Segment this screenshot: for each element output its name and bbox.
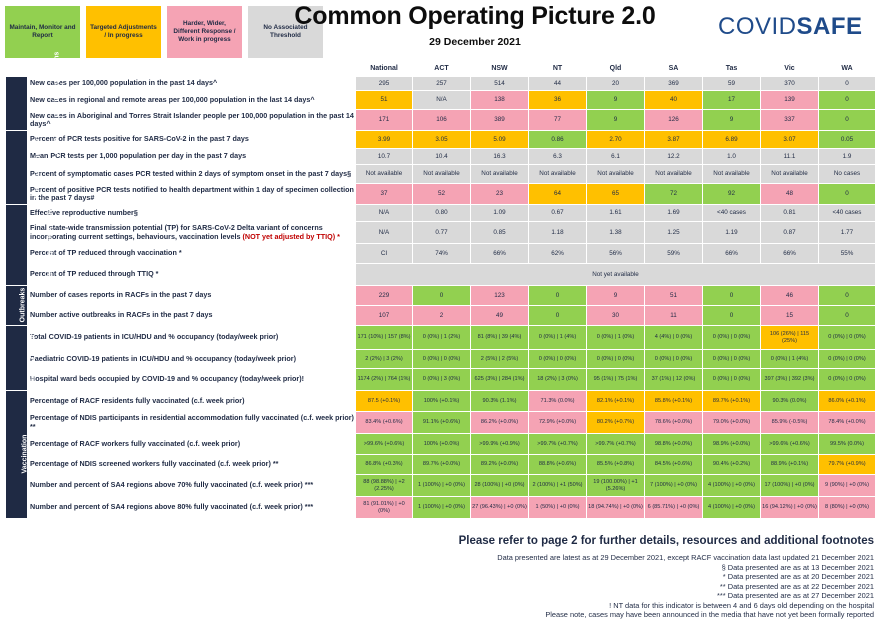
table-cell: 15 [761,306,819,326]
table-cell: 91.1% (+0.6%) [413,412,471,434]
indicator-label [28,244,356,264]
table-cell: 46 [761,286,819,306]
table-cell: 8 (80%) | +0 (0%) [819,497,876,519]
table-cell: 106 [413,110,471,131]
table-cell: 0 (0%) | 0 (0%) [703,369,761,391]
table-cell: 2 [413,306,471,326]
indicator-label [28,264,356,286]
table-cell: 0 (0%) | 0 (0%) [529,350,587,369]
table-cell: 1 (100%) | +0 (0%) [413,475,471,497]
table-cell: 0 (0%) | 0 (0%) [819,326,876,350]
table-cell: 0 (0%) | 0 (0%) [413,350,471,369]
table-cell: 66% [471,244,529,264]
indicator-label-text: Number of cases reports in RACFs in the past 7 days [30,290,212,300]
indicator-label-text: Percent of symptomatic cases PCR tested within 2 days of symptom onset in the past 7 days§ [30,168,352,178]
table-cell: 295 [356,77,413,91]
table-cell: No cases [819,165,876,184]
indicator-label-note: (NOT yet adjusted by TTIQ) * [242,231,340,241]
legend-item: Targeted Adjustments / In progress [86,6,161,58]
table-cell: 0 (0%) | 0 (0%) [587,350,645,369]
table-cell: 10.7 [356,149,413,165]
table-cell: 0 [819,184,876,205]
table-cell: 0 (0%) | 1 (2%) [413,326,471,350]
table-cell: 2.70 [587,131,645,149]
table-cell: >99.7% (+0.7%) [529,434,587,455]
more-info-note: Please refer to page 2 for further details, resources and additional footnotes [458,535,874,547]
table-cell: 2 (100%) | +1 (50%) [529,475,587,497]
table-cell: 79.7% (+0.9%) [819,455,876,475]
indicator-label-text: Number and percent of SA4 regions above 80% fully vaccinated (c.f. week prior) *** [30,502,314,512]
table-cell: 80.2% (+0.7%) [587,412,645,434]
table-cell: 0 (0%) | 0 (0%) [703,326,761,350]
table-cell: 66% [761,244,819,264]
indicator-label [28,434,356,455]
table-cell: 1 (100%) | +0 (0%) [413,497,471,519]
table-cell: 106 (26%) | 115 (25%) [761,326,819,350]
table-cell: 6 (85.71%) | +0 (0%) [645,497,703,519]
table-cell: 4 (100%) | +0 (0%) [703,475,761,497]
table-row [6,77,876,91]
indicator-label-text: Total COVID-19 patients in ICU/HDU and % occupancy (today/week prior) [30,332,279,342]
table-cell: Not available [529,165,587,184]
table-cell: >99.9% (+0.9%) [471,434,529,455]
indicator-label [28,455,356,475]
table-row [6,475,876,497]
table-cell: 11.1 [761,149,819,165]
table-cell: 100% (+0.0%) [413,434,471,455]
table-row [6,350,876,369]
column-header: National [356,62,413,77]
table-row [6,222,876,244]
section-label-text: Vaccination [21,435,29,474]
table-cell: 0 [819,286,876,306]
section-label [6,52,61,155]
table-cell: 98.9% (+0.0%) [703,434,761,455]
table-cell: N/A [356,205,413,222]
indicator-label-text: Percentage of NDIS participants in residential accommodation fully vaccinated (c.f. week prior) ** [30,413,354,431]
indicator-label-text: Percentage of RACF workers fully vaccinated (c.f. week prior) [30,438,241,448]
table-cell: 23 [471,184,529,205]
indicator-label [28,184,356,205]
table-cell: CI [356,244,413,264]
indicator-label-text: Final state-wide transmission potential (TP) for SARS-CoV-2 Delta variant of concerns incorporating current settings, behaviours, vaccination levels [30,223,323,241]
table-cell: 56% [587,244,645,264]
table-cell: Not available [587,165,645,184]
table-cell: 397 (3%) | 392 (3%) [761,369,819,391]
indicator-label-text: Paediatric COVID-19 patients in ICU/HDU and % occupancy (today/week prior) [30,353,296,363]
table-cell: 9 [703,110,761,131]
table-cell: 48 [761,184,819,205]
table-cell: 0 [413,286,471,306]
indicator-label-text: Number active outbreaks in RACFs in the past 7 days [30,310,213,320]
section-label [6,286,28,326]
table-cell: 9 [587,91,645,110]
table-cell: 0 [529,286,587,306]
table-cell: 81 (8%) | 39 (4%) [471,326,529,350]
table-cell: 0.80 [413,205,471,222]
table-cell: 18 (94.74%) | +0 (0%) [587,497,645,519]
table-cell: 6.89 [703,131,761,149]
table-cell: 0.77 [413,222,471,244]
table-cell: 0 (0%) | 0 (0%) [819,350,876,369]
indicator-label [28,497,356,519]
table-cell: 6.3 [529,149,587,165]
table-cell: 0 [819,77,876,91]
table-cell: 625 (3%) | 284 (1%) [471,369,529,391]
table-cell: 9 [587,286,645,306]
indicator-label-text: Percent of TP reduced through vaccination * [30,248,182,258]
indicator-label [28,412,356,434]
table-cell: 139 [761,91,819,110]
table-cell: 0.85 [471,222,529,244]
table-cell: 1.18 [529,222,587,244]
table-cell: 1.25 [645,222,703,244]
indicator-table [5,52,876,519]
table-cell: 36 [529,91,587,110]
column-header: ACT [413,62,471,77]
section-label [6,200,54,290]
indicator-label [28,205,356,222]
table-cell: 0 (0%) | 1 (4%) [761,350,819,369]
table-row [6,184,876,205]
table-cell: 1.69 [645,205,703,222]
table-cell: 74% [413,244,471,264]
section-label-text: Outbreaks [19,288,27,323]
indicator-label-text: Percent of positive PCR tests notified to health department within 1 day of specimen collection in the past 7 days# [30,184,354,202]
table-cell: 0 (0%) | 1 (4%) [529,326,587,350]
table-cell: Not available [761,165,819,184]
table-cell: 0 (0%) | 1 (0%) [587,326,645,350]
indicator-label [28,110,356,131]
indicator-label-text: Percent of PCR tests positive for SARS-CoV-2 in the past 7 days [30,134,249,144]
indicator-label [28,149,356,165]
table-cell: 0 (0%) | 3 (0%) [413,369,471,391]
legend-item: No Associated Threshold [248,6,323,58]
covidsafe-logo: COVIDSAFE [718,13,863,40]
table-cell: 82.1% (+0.1%) [587,391,645,412]
table-cell: 3.05 [413,131,471,149]
column-header: NT [529,62,587,77]
table-cell: 369 [645,77,703,91]
table-cell: 40 [645,91,703,110]
table-cell: >99.6% (+0.6%) [761,434,819,455]
indicator-label [28,165,356,184]
table-row [6,497,876,519]
table-cell: 1.77 [819,222,876,244]
indicator-label-text: New cases in regional and remote areas per 100,000 population in the last 14 days^ [30,94,315,104]
legend-item: Maintain, Monitor and Report [5,6,80,58]
table-row [6,412,876,434]
table-cell: 257 [413,77,471,91]
table-row [6,455,876,475]
table-cell: 78.4% (+0.0%) [819,412,876,434]
table-cell: Not yet available [356,264,876,286]
indicator-label [28,306,356,326]
table-cell: 72.9% (+0.0%) [529,412,587,434]
table-cell: Not available [471,165,529,184]
table-cell: 389 [471,110,529,131]
legend-item: Harder, Wider, Different Response / Work in progress [167,6,242,58]
table-cell: 72 [645,184,703,205]
table-cell: 9 (90%) | +0 (0%) [819,475,876,497]
table-cell: 1.0 [703,149,761,165]
table-cell: 85.9% (-0.5%) [761,412,819,434]
table-cell: 88.9% (+0.1%) [761,455,819,475]
section-label-text: TTIQ raw indicators [34,134,42,201]
table-cell: 86.8% (+0.3%) [356,455,413,475]
table-cell: 7 (100%) | +0 (0%) [645,475,703,497]
table-cell: 337 [761,110,819,131]
table-cell: 107 [356,306,413,326]
table-cell: 89.2% (+0.0%) [471,455,529,475]
table-cell: 2 (5%) | 2 (5%) [471,350,529,369]
table-cell: 92 [703,184,761,205]
table-cell: 5.09 [471,131,529,149]
table-row [6,306,876,326]
table-cell: 9 [587,110,645,131]
table-row [6,244,876,264]
table-cell: 79.0% (+0.0%) [703,412,761,434]
page-title: Common Operating Picture 2.0 [294,2,656,30]
table-row [6,326,876,350]
table-row [6,131,876,149]
footnote: *** Data presented are as at 27 December 2021 [717,591,874,600]
table-cell: 3.87 [645,131,703,149]
table-cell: <40 cases [819,205,876,222]
footnote: Data presented are latest as at 29 December 2021, except RACF vaccination data last updated 21 December 2021 [497,553,874,562]
table-cell: 0 [819,110,876,131]
table-cell: 1 (50%) | +0 (0%) [529,497,587,519]
table-cell: Not available [413,165,471,184]
section-label [6,391,28,519]
table-cell: 0 (0%) | 0 (0%) [645,350,703,369]
table-cell: 123 [471,286,529,306]
table-cell: 138 [471,91,529,110]
table-cell: 1.9 [819,149,876,165]
table-cell: 0 (0%) | 0 (0%) [703,350,761,369]
table-cell: >99.6% (+0.6%) [356,434,413,455]
table-cell: 1.38 [587,222,645,244]
table-cell: 19 (100.00%) | +1 (5.26%) [587,475,645,497]
table-cell: >99.7% (+0.7%) [587,434,645,455]
indicator-label-text: Effective reproductive number§ [30,207,138,217]
table-cell: 171 (10%) | 157 (8%) [356,326,413,350]
table-cell: Not available [703,165,761,184]
column-header: SA [645,62,703,77]
column-header: NSW [471,62,529,77]
column-header: Tas [703,62,761,77]
table-cell: 20 [587,77,645,91]
table-cell: 0 [819,306,876,326]
table-cell: 3.99 [356,131,413,149]
table-cell: 51 [645,286,703,306]
footnote: ! NT data for this indicator is between 4 and 6 days old depending on the hospital [609,600,874,610]
table-row [6,434,876,455]
table-cell: 6.1 [587,149,645,165]
indicator-label [28,326,356,350]
table-cell: 0.05 [819,131,876,149]
table-cell: 126 [645,110,703,131]
indicator-label-text: Percentage of NDIS screened workers fully vaccinated (c.f. week prior) ** [30,459,279,469]
indicator-label-text: Mean PCR tests per 1,000 population per day in the past 7 days [30,151,247,161]
table-cell: 17 [703,91,761,110]
table-cell: 1.61 [587,205,645,222]
indicator-label [28,77,356,91]
table-cell: Not available [356,165,413,184]
table-cell: 84.5% (+0.6%) [645,455,703,475]
table-cell: 86.2% (+0.0%) [471,412,529,434]
indicator-label-text: Percent of TP reduced through TTIQ * [30,269,159,279]
table-cell: 0 [529,306,587,326]
table-cell: 78.6% (+0.0%) [645,412,703,434]
table-cell: 95 (1%) | 75 (1%) [587,369,645,391]
indicator-label [28,369,356,391]
table-cell: 55% [819,244,876,264]
table-row [6,91,876,110]
table-row [6,205,876,222]
table-cell: 88.8% (+0.6%) [529,455,587,475]
table-cell: 12.2 [645,149,703,165]
table-cell: 1.19 [703,222,761,244]
table-cell: 10.4 [413,149,471,165]
table-cell: 59 [703,77,761,91]
table-cell: 65 [587,184,645,205]
table-cell: 88 (98.88%) | +2 (2.25%) [356,475,413,497]
table-cell: 0.81 [761,205,819,222]
indicator-label-text: Hospital ward beds occupied by COVID-19 and % occupancy (today/week prior)! [30,374,304,384]
table-cell: 370 [761,77,819,91]
table-cell: 3.07 [761,131,819,149]
column-header: Vic [761,62,819,77]
table-cell: 81 (91.01%) | +0 (0%) [356,497,413,519]
footnote: ** Data presented are as at 22 December 2021 [719,581,874,591]
table-cell: 18 (2%) | 3 (0%) [529,369,587,391]
table-cell: 0 [819,91,876,110]
table-cell: 52 [413,184,471,205]
table-cell: 90.3% (1.1%) [471,391,529,412]
indicator-label [28,222,356,244]
table-row [6,369,876,391]
column-header: Qld [587,62,645,77]
table-cell: 0 [703,306,761,326]
table-cell: N/A [356,222,413,244]
table-cell: 1.09 [471,205,529,222]
table-cell: 0 (0%) | 0 (0%) [819,369,876,391]
indicator-label-text: New cases per 100,000 population in the past 14 days^ [30,78,218,88]
footnote: § Data presented are as at 13 December 2021 [721,562,874,572]
table-cell: 0.87 [761,222,819,244]
table-row [6,286,876,306]
table-cell: 86.0% (+0.1%) [819,391,876,412]
footnote: Please note, cases may have been announced in the media that have not yet been formally reported [545,610,874,619]
indicator-label [28,286,356,306]
section-label [6,326,37,391]
table-cell: 90.4% (+0.2%) [703,455,761,475]
section-label-text: Clinical Capacity [29,329,37,387]
table-cell: 0.67 [529,205,587,222]
table-cell: 514 [471,77,529,91]
indicator-label [28,131,356,149]
indicator-label-text: Percentage of RACF residents fully vaccinated (c.f. week prior) [30,395,245,405]
table-cell: 83.4% (+0.6%) [356,412,413,434]
table-cell: N/A [413,91,471,110]
table-cell: 59% [645,244,703,264]
table-cell: 77 [529,110,587,131]
table-cell: 171 [356,110,413,131]
section-label-text: Cases and priority populations [53,52,61,155]
footnote: * Data presented are as at 20 December 2021 [722,572,874,581]
table-row [6,165,876,184]
table-cell: 100% (+0.1%) [413,391,471,412]
table-cell: 98.8% (+0.0%) [645,434,703,455]
table-cell: 90.3% (0.0%) [761,391,819,412]
table-cell: 99.5% (0.0%) [819,434,876,455]
table-cell: <40 cases [703,205,761,222]
indicator-label [28,91,356,110]
table-cell: 49 [471,306,529,326]
table-cell: 89.7% (+0.0%) [413,455,471,475]
table-cell: Not available [645,165,703,184]
table-cell: 44 [529,77,587,91]
table-cell: 37 (1%) | 12 (0%) [645,369,703,391]
indicator-label [28,350,356,369]
table-cell: 16 (94.12%) | +0 (0%) [761,497,819,519]
table-row [6,149,876,165]
table-cell: 30 [587,306,645,326]
table-cell: 27 (96.43%) | +0 (0%) [471,497,529,519]
table-cell: 0.86 [529,131,587,149]
indicator-label [28,391,356,412]
table-cell: 37 [356,184,413,205]
page-date: 29 December 2021 [429,36,521,48]
table-row [6,391,876,412]
indicator-label-text: Number and percent of SA4 regions above 70% fully vaccinated (c.f. week prior) *** [30,480,314,490]
table-cell: 71.3% (0.0%) [529,391,587,412]
table-cell: 28 (100%) | +0 (0%) [471,475,529,497]
table-cell: 4 (100%) | +0 (0%) [703,497,761,519]
table-cell: 2 (2%) | 3 (2%) [356,350,413,369]
table-cell: 89.7% (+0.1%) [703,391,761,412]
table-cell: 51 [356,91,413,110]
table-cell: 1174 (2%) | 764 (1%) [356,369,413,391]
table-cell: 0 [703,286,761,306]
table-row [6,110,876,131]
table-cell: 229 [356,286,413,306]
table-row [6,264,876,286]
table-cell: 85.5% (+0.8%) [587,455,645,475]
section-label-text: Modelled epidemic activity [46,200,54,290]
table-cell: 85.8% (+0.1%) [645,391,703,412]
indicator-label [28,475,356,497]
table-cell: 16.3 [471,149,529,165]
column-header: WA [819,62,876,77]
table-cell: 17 (100%) | +0 (0%) [761,475,819,497]
table-cell: 11 [645,306,703,326]
table-cell: 64 [529,184,587,205]
section-label [6,131,42,205]
table-cell: 62% [529,244,587,264]
table-cell: 66% [703,244,761,264]
table-cell: 4 (4%) | 0 (0%) [645,326,703,350]
table-cell: 87.5 (+0.1%) [356,391,413,412]
indicator-label-text: New cases in Aboriginal and Torres Strait Islander people per 100,000 population in the past 14 days^ [30,110,354,128]
